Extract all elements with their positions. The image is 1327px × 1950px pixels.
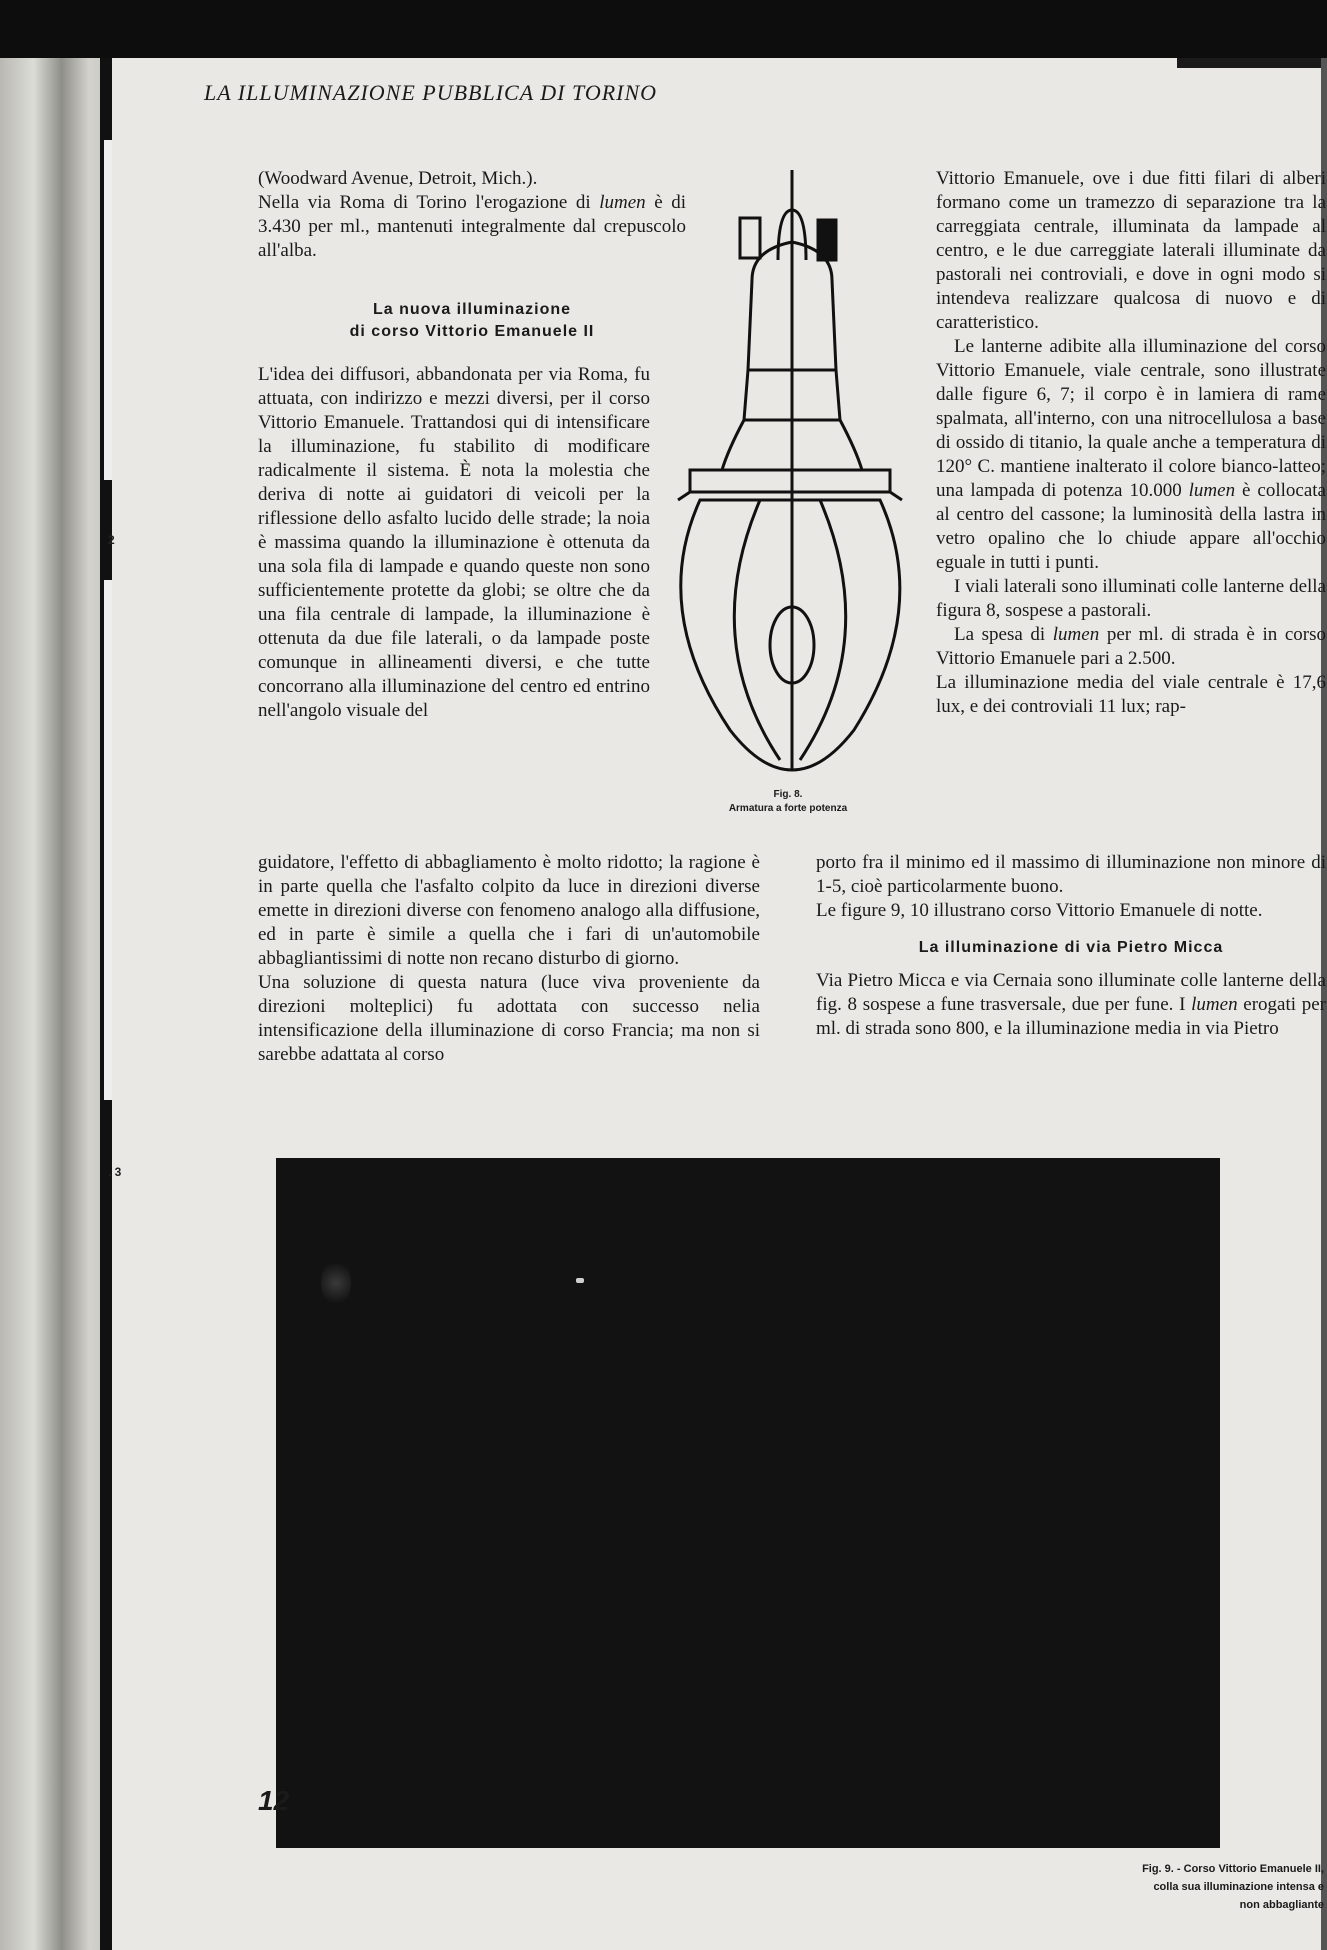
binding-highlight: [104, 140, 112, 480]
paragraph: L'idea dei diffusori, abbandonata per via Roma, fu attuata, con indirizzo e mezzi diversi, per il corso Vittorio Emanuele. Trattandosi qui di intensificare la illuminazione, fu stabilito di modificare radicalmente il sistema. È nota la molestia che deriva di notte ai guidatori di veicoli per la riflessione dello asfalto lucido delle strade; la noia è massima quando la illuminazione è ottenuta da una sola fila di lampade e quando queste non sono sufficientemente protette da globi; se oltre che da una fila centrale di lampade, la illuminazione è ottenuta da due file laterali, o da lampade poste comunque in allineamenti diversi, e che tutte concorrano alla illuminazione del centro ed entrino nell'angolo visuale del: [258, 364, 650, 721]
paragraph: Vittorio Emanuele, ove i due fitti filari di alberi formano come un tramezzo di separazione tra la carreggiata centrale, illuminata da lampade al centro, e le due carreggiate laterali illuminate da pastorali nei controviali, e dove in ogni modo si intendeva realizzare qualcosa di nuovo e di caratteristico.: [936, 168, 1326, 333]
paragraph: Le figure 9, 10 illustrano corso Vittorio Emanuele di notte.: [816, 900, 1263, 921]
photo-caption: [994, 1860, 1324, 1914]
scan-top-border: [0, 0, 1327, 58]
section-heading: La illuminazione di via Pietro Micca: [918, 939, 1224, 956]
paragraph: (Woodward Avenue, Detroit, Mich.).: [258, 168, 538, 189]
page-number: 12: [258, 1785, 290, 1816]
margin-mark: 2: [108, 533, 115, 547]
paragraph: Via Pietro Micca e via Cernaia sono illuminate colle lanterne della fig. 8 sospese a fune trasversale, due per fune. I lumen erogati per ml. di strada sono 800, e la illuminazione media in via Pietro: [816, 970, 1326, 1039]
paragraph: La illuminazione media del viale centrale è 17,6 lux, e dei controviali 11 lux; rap-: [936, 672, 1326, 717]
photo-light-spot: [576, 1278, 584, 1283]
paragraph: Nella via Roma di Torino l'erogazione di lumen è di 3.430 per ml., mantenuti integralmente dal crepuscolo all'alba.: [258, 192, 686, 261]
scan-top-edge: [1177, 58, 1327, 68]
book-binding: [0, 58, 112, 1950]
left-column-continued: [258, 851, 760, 1067]
left-column: [258, 167, 686, 723]
section-heading: La nuova illuminazione di corso Vittorio Emanuele II: [349, 301, 595, 340]
caption-line: colla sua illuminazione intensa e: [1153, 1881, 1324, 1893]
paragraph: La spesa di lumen per ml. di strada è in corso Vittorio Emanuele pari a 2.500.: [936, 624, 1326, 669]
caption-line: Fig. 9. - Corso Vittorio Emanuele II,: [1142, 1863, 1324, 1875]
paragraph: I viali laterali sono illuminati colle lanterne della figura 8, sospese a pastorali.: [936, 576, 1326, 621]
lamp-fixture-illustration: [660, 170, 910, 790]
running-head: LA ILLUMINAZIONE PUBBLICA DI TORINO: [204, 80, 658, 105]
figure-8-caption: Fig. 8. Armatura a forte potenza: [728, 789, 848, 814]
binding-highlight: [104, 580, 112, 1100]
photo-light-glow: [321, 1258, 351, 1308]
right-column: [936, 167, 1326, 719]
night-photograph: [276, 1158, 1220, 1848]
paragraph: Una soluzione di questa natura (luce viva proveniente da direzioni molteplici) fu adottata con successo nelia intensificazione della illuminazione di corso Francia; ma non si sarebbe adattata al corso: [258, 972, 760, 1065]
right-column-continued: [816, 851, 1326, 1041]
paragraph: Le lanterne adibite alla illuminazione del corso Vittorio Emanuele, viale centrale, sono illustrate dalle figure 6, 7; il corpo è in lamiera di rame spalmata, all'interno, con una nitrocellulosa a base di ossido di titanio, la quale anche a temperatura di 120° C. mantiene inalterato il colore bianco-latteo; una lampada di potenza 10.000 lumen è collocata al centro del cassone; la luminosità della lastra in vetro opalino che lo chiude appare all'occhio eguale in tutti i punti.: [936, 336, 1326, 573]
caption-line: non abbagliante: [1239, 1899, 1324, 1911]
margin-mark: . 3: [108, 1165, 122, 1179]
paragraph: porto fra il minimo ed il massimo di illuminazione non minore di 1-5, cioè particolarmente buono.: [816, 852, 1326, 897]
paragraph: guidatore, l'effetto di abbagliamento è molto ridotto; la ragione è in parte quella che l'asfalto colpito da luce in direzioni diverse emette in direzioni diverse con fenomeno analogo alla diffusione, ed in parte è simile a quella che i fari di un'automobile abbagliantissimi di notte non recano disturbo di giorno.: [258, 852, 760, 969]
